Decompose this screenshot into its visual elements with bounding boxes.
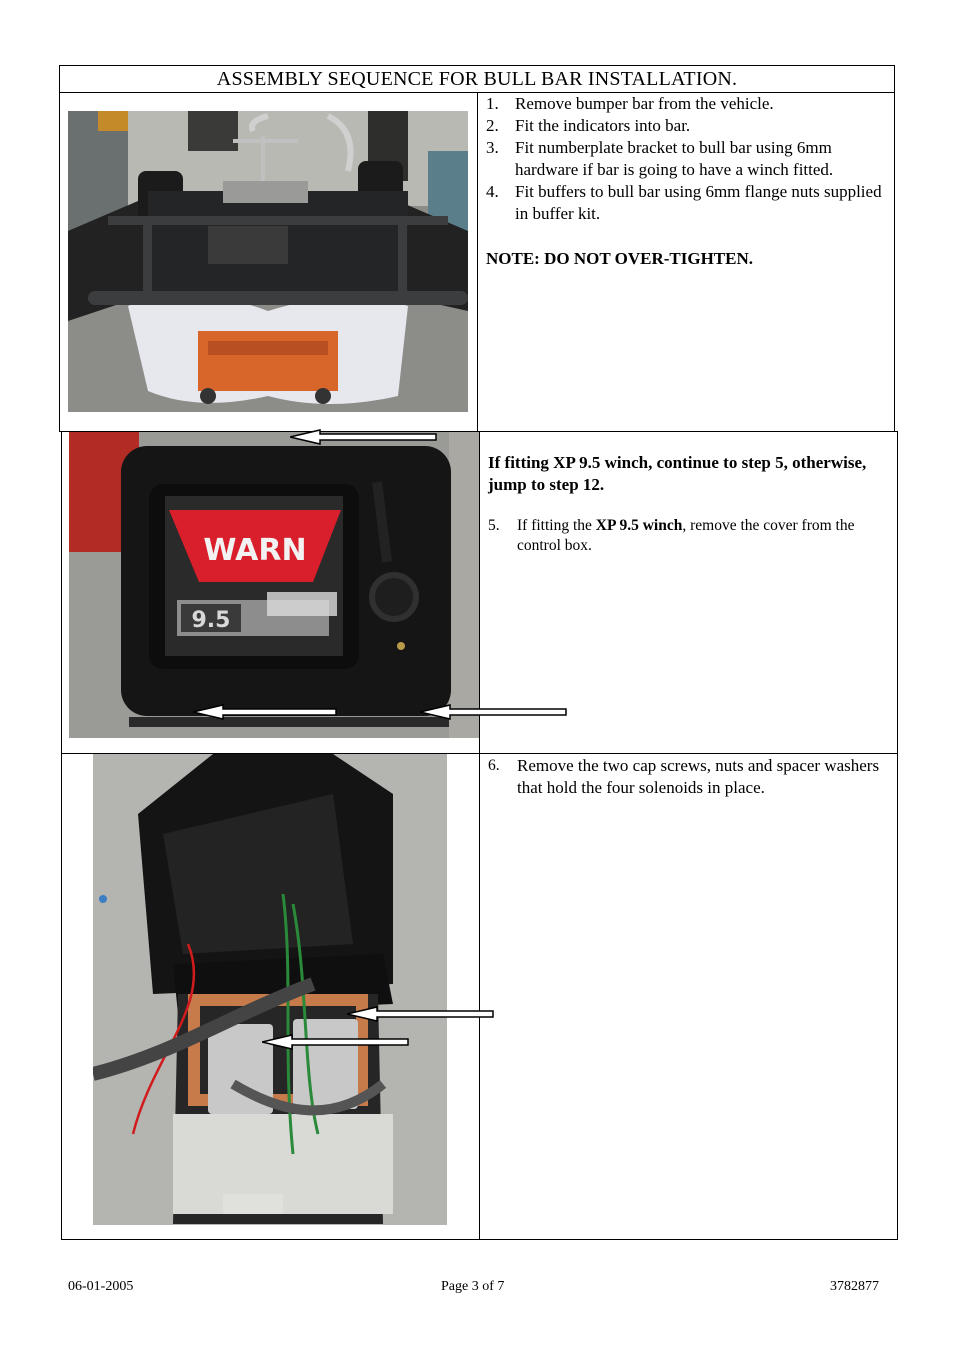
- section3-text-cell: [479, 753, 898, 1240]
- arrow-left-icon: [290, 429, 438, 445]
- model-badge-text: 9.5: [191, 608, 231, 633]
- footer-page-number: Page 3 of 7: [441, 1279, 505, 1294]
- section1-note: NOTE: DO NOT OVER-TIGHTEN.: [486, 249, 754, 268]
- winch-control-box-photo: [69, 432, 479, 738]
- section2-step: 5. If fitting the XP 9.5 winch, remove the cover from the control box.: [488, 517, 855, 554]
- section2-intro: If fitting XP 9.5 winch, continue to step 5, otherwise, jump to step 12.: [488, 453, 867, 494]
- list-item: 2. Fit the indicators into bar.: [486, 116, 691, 135]
- footer-date: 06-01-2005: [68, 1279, 134, 1294]
- footer-document-code: 3782877: [830, 1279, 879, 1294]
- control-box-interior-photo: [93, 754, 447, 1225]
- bull-bar-photo: [68, 111, 468, 412]
- list-item: 1. Remove bumper bar from the vehicle.: [486, 94, 774, 113]
- arrow-left-icon: [262, 1034, 410, 1050]
- arrow-left-icon: [420, 704, 568, 720]
- list-item: 3. Fit numberplate bracket to bull bar using 6mm hardware if bar is going to have a winch fitted.: [486, 138, 834, 179]
- warn-logo-text: WARN: [203, 533, 307, 568]
- section3-step: 6. Remove the two cap screws, nuts and spacer washers that hold the four solenoids in place.: [488, 756, 880, 797]
- arrow-left-icon: [347, 1006, 495, 1022]
- list-item: 4. Fit buffers to bull bar using 6mm flange nuts supplied in buffer kit.: [486, 182, 882, 223]
- arrow-left-icon: [193, 704, 338, 720]
- section1-steps: [486, 93, 886, 225]
- page-title: ASSEMBLY SEQUENCE FOR BULL BAR INSTALLATION.: [59, 65, 895, 93]
